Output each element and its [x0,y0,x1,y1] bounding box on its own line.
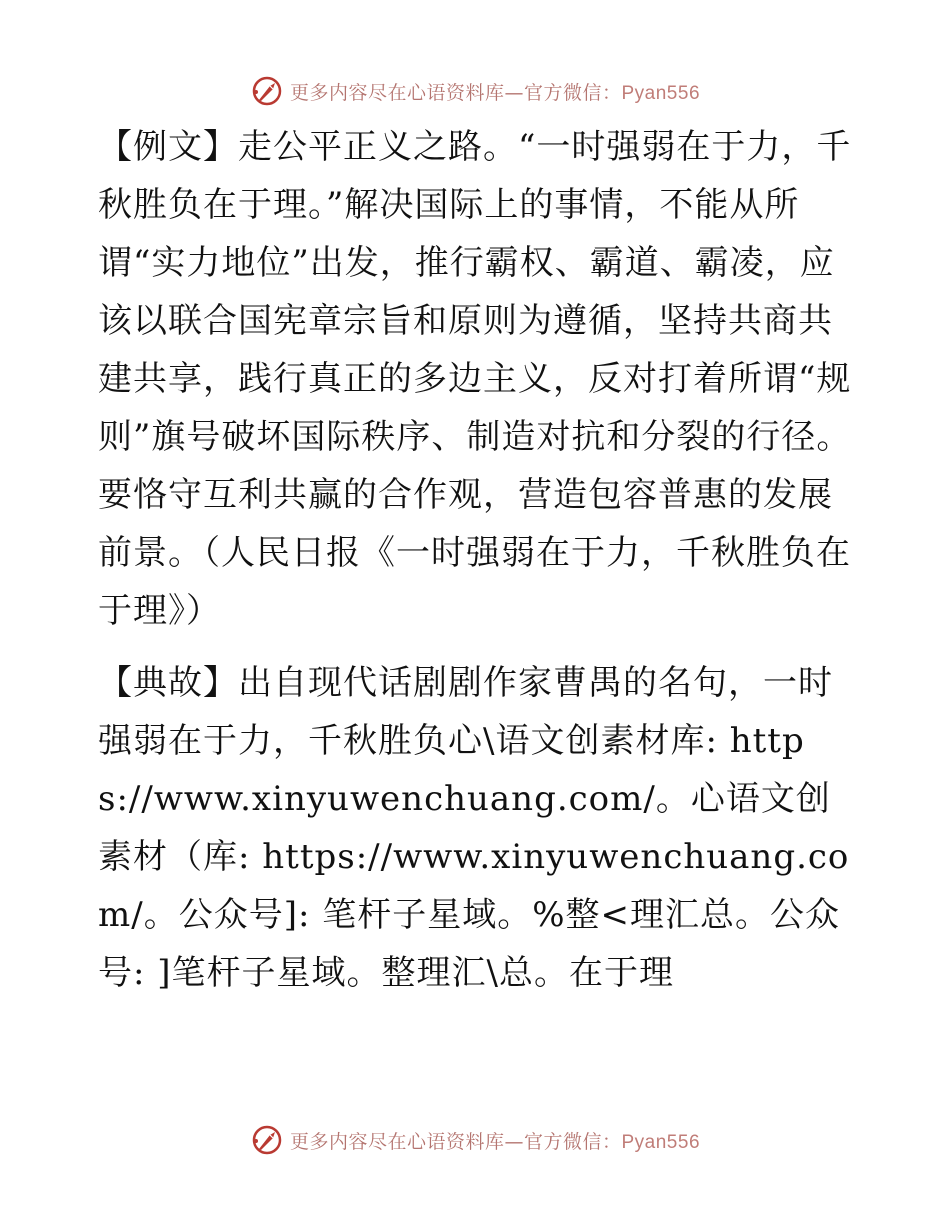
header-watermark-banner [0,71,950,111]
watermark-text [290,1127,700,1154]
example-tag: 【例文】 [98,127,238,167]
watermark-text-cn: 更多内容尽在心语资料库—官方微信： [289,1130,622,1153]
example-paragraph [98,118,858,640]
allusion-text: 出自现代话剧剧作家曹禺的名句，一时强弱在于力，千秋胜负心\语文创素材库: https://www.xinyuwenchuang.com/。心语文创素材（库: https://www.xinyuwenchuang.com/。公众号]: 笔杆子星域。%整<理汇总。公众号: ]笔杆子星域。整理汇\总。在于理 [98,663,850,993]
watermark-text-cn: 更多内容尽在心语资料库—官方微信： [289,81,622,104]
watermark-wechat-id: Pyan556 [621,1131,701,1153]
footer-watermark-banner [0,1120,950,1160]
watermark-wechat-id: Pyan556 [621,82,701,104]
document-body [98,118,858,1002]
pen-nib-logo-icon [250,1123,284,1157]
example-text: 走公平正义之路。“一时强弱在于力，千秋胜负在于理。”解决国际上的事情，不能从所谓“实力地位”出发，推行霸权、霸道、霸凌，应该以联合国宪章宗旨和原则为遵循，坚持共商共建共享，践行真正的多边主义，反对打着所谓“规则”旗号破坏国际秩序、制造对抗和分裂的行径。要恪守互利共赢的合作观，营造包容普惠的发展前景。（人民日报《一时强弱在于力，千秋胜负在于理》） [98,127,852,631]
watermark-text [290,78,700,105]
allusion-tag: 【典故】 [98,663,238,703]
pen-nib-logo-icon [250,74,284,108]
allusion-paragraph [98,654,858,1002]
